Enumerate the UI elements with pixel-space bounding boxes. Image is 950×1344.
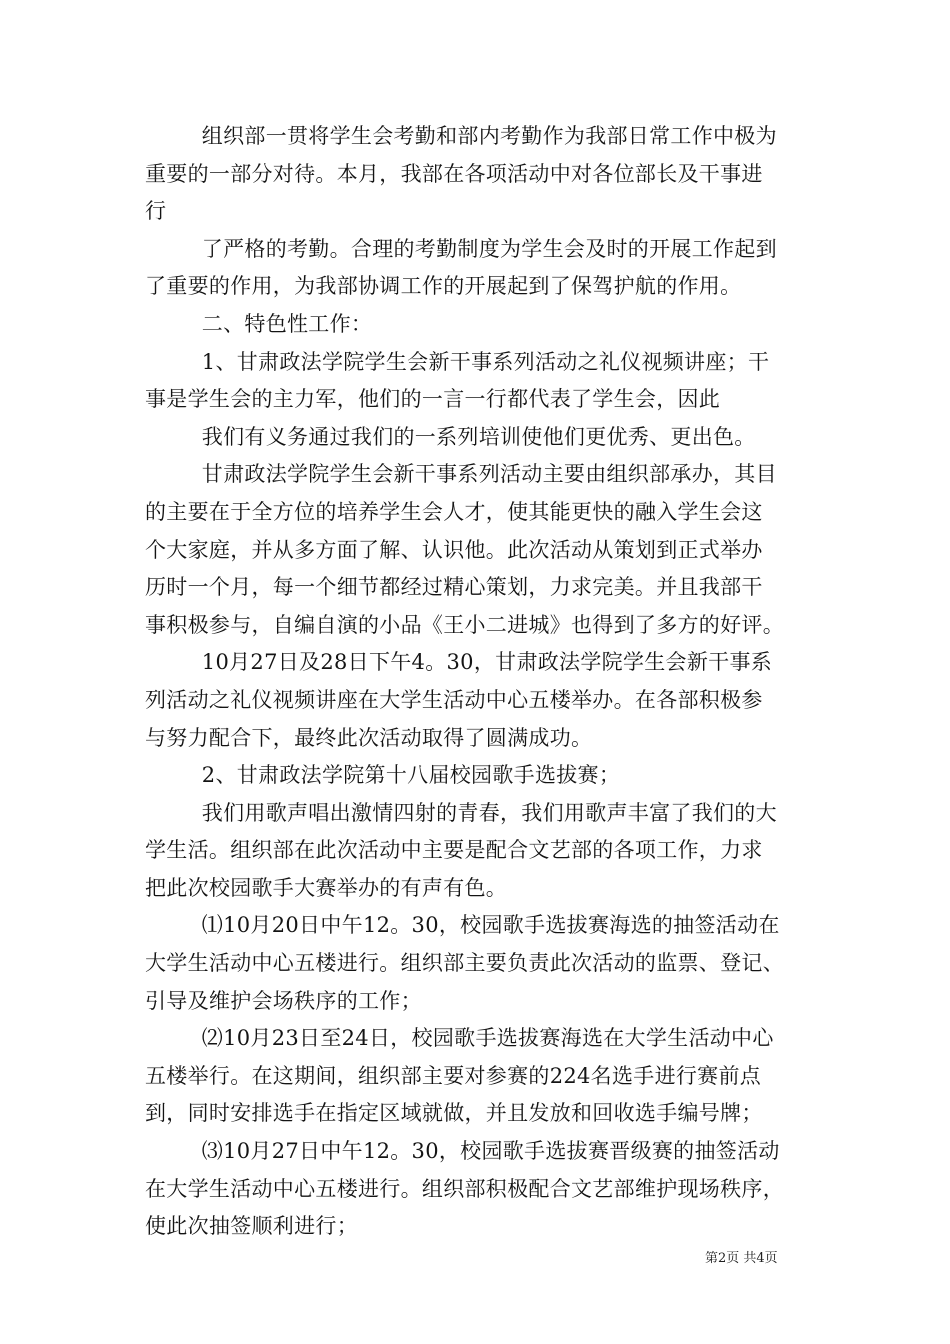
text-line: 行 <box>145 199 167 224</box>
text-line: 甘肃政法学院学生会新干事系列活动主要由组织部承办，其目 <box>201 462 777 487</box>
text-line: 二、特色性工作： <box>201 311 373 336</box>
text-line: 到，同时安排选手在指定区域就做，并且发放和回收选手编号牌； <box>145 1101 763 1126</box>
text-line: 我们有义务通过我们的一系列培训使他们更优秀、更出色。 <box>201 424 756 449</box>
text-line: 在大学生活动中心五楼进行。组织部积极配合文艺部维护现场秩序， <box>145 1176 784 1201</box>
text-line: 使此次抽签顺利进行； <box>145 1214 358 1239</box>
text-line: 列活动之礼仪视频讲座在大学生活动中心五楼举办。在各部积极参 <box>145 687 763 712</box>
text-line: 引导及维护会场秩序的工作； <box>145 988 422 1013</box>
text-line: 的主要在于全方位的培养学生会人才，使其能更快的融入学生会这 <box>145 499 763 524</box>
text-line: 五楼举行。在这期间，组织部主要对参赛的224名选手进行赛前点 <box>145 1063 762 1088</box>
text-line: 了严格的考勤。合理的考勤制度为学生会及时的开展工作起到 <box>201 236 777 261</box>
text-line: 事是学生会的主力军，他们的一言一行都代表了学生会，因此 <box>145 387 721 412</box>
text-line: 2、甘肃政法学院第十八届校园歌手选拔赛； <box>201 763 621 788</box>
text-line: 1、甘肃政法学院学生会新干事系列活动之礼仪视频讲座；干 <box>201 349 770 374</box>
text-line: ⑶10月27日中午12。30，校园歌手选拔赛晋级赛的抽签活动 <box>201 1139 780 1164</box>
text-line: 我们用歌声唱出激情四射的青春，我们用歌声丰富了我们的大 <box>201 800 777 825</box>
text-line: 与努力配合下，最终此次活动取得了圆满成功。 <box>145 725 593 750</box>
text-line: 组织部一贯将学生会考勤和部内考勤作为我部日常工作中极为 <box>201 124 777 148</box>
text-line: 个大家庭，并从多方面了解、认识他。此次活动从策划到正式举办 <box>145 537 763 562</box>
text-line: 重要的一部分对待。本月，我部在各项活动中对各位部长及干事进 <box>145 161 763 186</box>
text-line: 把此次校园歌手大赛举办的有声有色。 <box>145 875 508 900</box>
text-line: 了重要的作用，为我部协调工作的开展起到了保驾护航的作用。 <box>145 274 742 299</box>
text-line: 大学生活动中心五楼进行。组织部主要负责此次活动的监票、登记、 <box>145 951 784 976</box>
text-line: 事积极参与，自编自演的小品《王小二进城》也得到了多方的好评。 <box>145 612 784 637</box>
page-number: 第2页 共4页 <box>705 1251 778 1266</box>
text-line: ⑵10月23日至24日，校园歌手选拔赛海选在大学生活动中心 <box>201 1026 774 1051</box>
text-line: 学生活。组织部在此次活动中主要是配合文艺部的各项工作，力求 <box>145 838 763 863</box>
text-line: 10月27日及28日下午4。30，甘肃政法学院学生会新干事系 <box>201 650 773 675</box>
text-line: ⑴10月20日中午12。30，校园歌手选拔赛海选的抽签活动在 <box>201 913 780 938</box>
document-body <box>145 118 835 1246</box>
text-line: 历时一个月，每一个细节都经过精心策划，力求完美。并且我部干 <box>145 575 763 600</box>
